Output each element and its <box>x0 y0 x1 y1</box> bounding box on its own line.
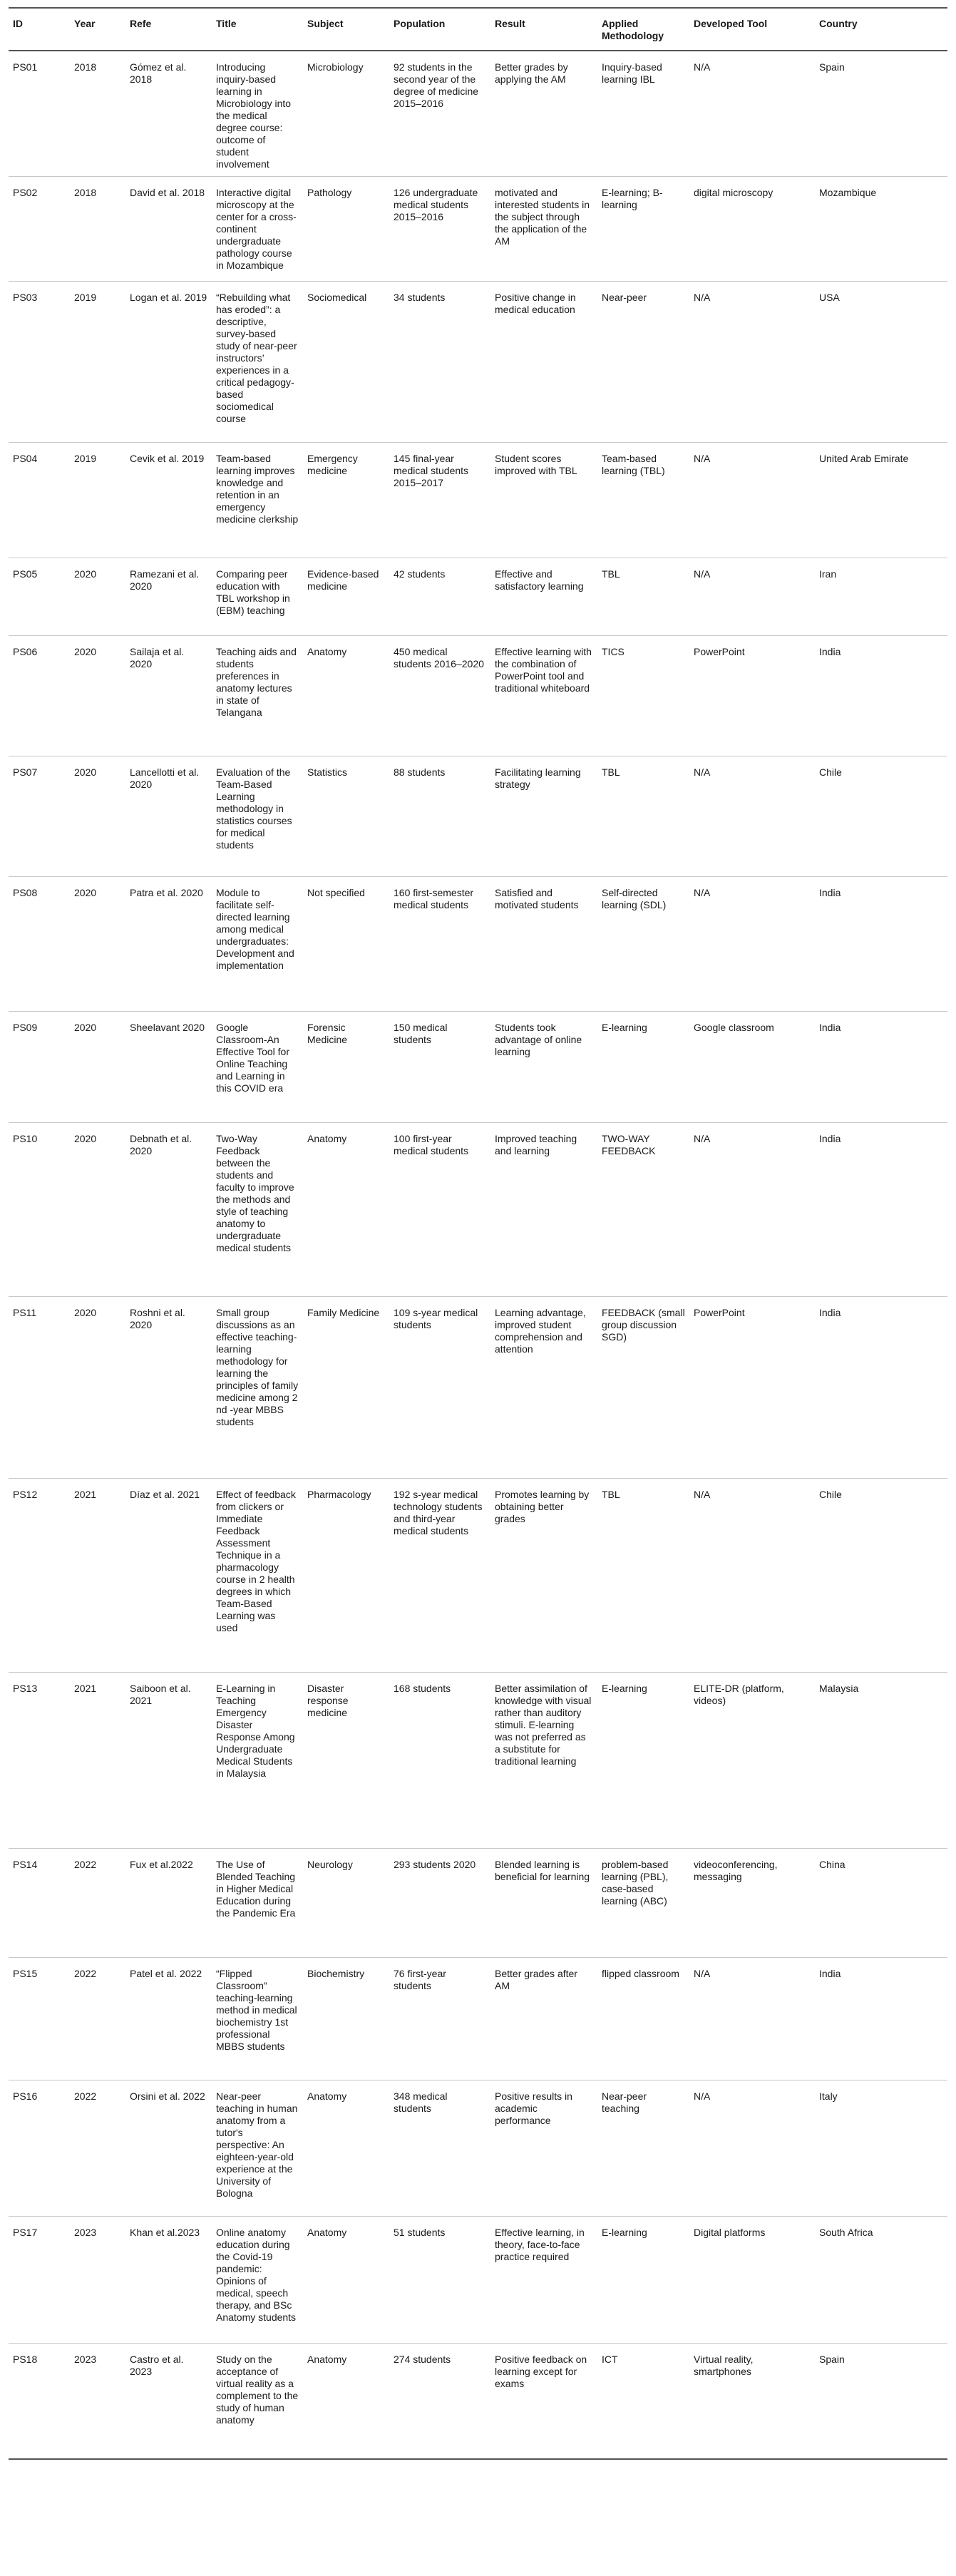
cell-result: Effective and satisfactory learning <box>490 558 597 636</box>
header-methodology: Applied Methodology <box>597 8 689 51</box>
table-row <box>9 558 947 636</box>
cell-title: Team-based learning improves knowledge and retention in an emergency medicine clerkship <box>212 443 303 558</box>
cell-subject: Biochemistry <box>303 1958 389 2080</box>
cell-methodology: E-learning; B-learning <box>597 177 689 282</box>
cell-tool: N/A <box>689 51 815 177</box>
cell-methodology: TBL <box>597 1479 689 1673</box>
cell-year: 2020 <box>70 1297 125 1479</box>
cell-subject: Anatomy <box>303 2344 389 2459</box>
cell-subject: Disaster response medicine <box>303 1673 389 1849</box>
table-header <box>9 8 947 51</box>
cell-result: Better assimilation of knowledge with visual rather than auditory stimuli. E-learning was not preferred as a substitute for traditional learning <box>490 1673 597 1849</box>
cell-subject: Pharmacology <box>303 1479 389 1673</box>
table-row <box>9 282 947 443</box>
cell-country: India <box>815 636 947 756</box>
cell-id: PS04 <box>9 443 70 558</box>
cell-title: Google Classroom-An Effective Tool for Online Teaching and Learning in this COVID era <box>212 1012 303 1123</box>
cell-reference: Cevik et al. 2019 <box>125 443 212 558</box>
header-id: ID <box>9 8 70 51</box>
cell-population: 293 students 2020 <box>389 1849 490 1958</box>
cell-year: 2020 <box>70 558 125 636</box>
cell-year: 2019 <box>70 282 125 443</box>
header-country: Country <box>815 8 947 51</box>
cell-year: 2020 <box>70 1012 125 1123</box>
cell-reference: Díaz et al. 2021 <box>125 1479 212 1673</box>
cell-title: Effect of feedback from clickers or Immediate Feedback Assessment Technique in a pharmacology course in 2 health degrees in which Team-Based Learning was used <box>212 1479 303 1673</box>
cell-population: 160 first-semester medical students <box>389 877 490 1012</box>
cell-methodology: TBL <box>597 756 689 877</box>
cell-population: 168 students <box>389 1673 490 1849</box>
cell-year: 2022 <box>70 2080 125 2217</box>
cell-methodology: Near-peer teaching <box>597 2080 689 2217</box>
cell-country: India <box>815 877 947 1012</box>
cell-population: 88 students <box>389 756 490 877</box>
cell-year: 2023 <box>70 2217 125 2344</box>
cell-reference: Logan et al. 2019 <box>125 282 212 443</box>
table-row <box>9 2217 947 2344</box>
cell-result: Facilitating learning strategy <box>490 756 597 877</box>
cell-title: Near-peer teaching in human anatomy from a tutor's perspective: An eighteen-year-old experience at the University of Bologna <box>212 2080 303 2217</box>
table-row <box>9 1012 947 1123</box>
cell-country: Chile <box>815 1479 947 1673</box>
header-tool: Developed Tool <box>689 8 815 51</box>
cell-result: Student scores improved with TBL <box>490 443 597 558</box>
cell-tool: digital microscopy <box>689 177 815 282</box>
cell-subject: Sociomedical <box>303 282 389 443</box>
cell-result: Better grades after AM <box>490 1958 597 2080</box>
cell-result: Positive results in academic performance <box>490 2080 597 2217</box>
cell-id: PS02 <box>9 177 70 282</box>
cell-tool: PowerPoint <box>689 636 815 756</box>
cell-population: 76 first-year students <box>389 1958 490 2080</box>
cell-population: 145 final-year medical students 2015–2017 <box>389 443 490 558</box>
cell-id: PS08 <box>9 877 70 1012</box>
cell-country: South Africa <box>815 2217 947 2344</box>
cell-methodology: E-learning <box>597 2217 689 2344</box>
cell-methodology: Inquiry-based learning IBL <box>597 51 689 177</box>
cell-reference: David et al. 2018 <box>125 177 212 282</box>
cell-result: Learning advantage, improved student comprehension and attention <box>490 1297 597 1479</box>
cell-tool: N/A <box>689 2080 815 2217</box>
cell-methodology: flipped classroom <box>597 1958 689 2080</box>
cell-country: Malaysia <box>815 1673 947 1849</box>
cell-id: PS05 <box>9 558 70 636</box>
table-row <box>9 1123 947 1297</box>
cell-methodology: FEEDBACK (small group discussion SGD) <box>597 1297 689 1479</box>
studies-table <box>9 7 947 2460</box>
cell-methodology: TBL <box>597 558 689 636</box>
cell-population: 109 s-year medical students <box>389 1297 490 1479</box>
cell-country: Italy <box>815 2080 947 2217</box>
cell-id: PS03 <box>9 282 70 443</box>
cell-methodology: E-learning <box>597 1673 689 1849</box>
table-row <box>9 636 947 756</box>
cell-result: motivated and interested students in the subject through the application of the AM <box>490 177 597 282</box>
cell-title: Interactive digital microscopy at the center for a cross-continent undergraduate pathology course in Mozambique <box>212 177 303 282</box>
cell-result: Positive change in medical education <box>490 282 597 443</box>
cell-reference: Saiboon et al. 2021 <box>125 1673 212 1849</box>
cell-reference: Orsini et al. 2022 <box>125 2080 212 2217</box>
cell-population: 51 students <box>389 2217 490 2344</box>
cell-title: E-Learning in Teaching Emergency Disaster Response Among Undergraduate Medical Students in Malaysia <box>212 1673 303 1849</box>
cell-id: PS13 <box>9 1673 70 1849</box>
cell-id: PS18 <box>9 2344 70 2459</box>
cell-subject: Not specified <box>303 877 389 1012</box>
cell-id: PS17 <box>9 2217 70 2344</box>
table-row <box>9 2344 947 2459</box>
cell-title: Study on the acceptance of virtual reality as a complement to the study of human anatomy <box>212 2344 303 2459</box>
cell-country: China <box>815 1849 947 1958</box>
cell-year: 2020 <box>70 1123 125 1297</box>
cell-methodology: Near-peer <box>597 282 689 443</box>
table-row <box>9 756 947 877</box>
cell-reference: Debnath et al. 2020 <box>125 1123 212 1297</box>
cell-methodology: problem-based learning (PBL), case-based learning (ABC) <box>597 1849 689 1958</box>
cell-tool: N/A <box>689 282 815 443</box>
cell-reference: Fux et al.2022 <box>125 1849 212 1958</box>
cell-subject: Anatomy <box>303 1123 389 1297</box>
header-result: Result <box>490 8 597 51</box>
table-row <box>9 1849 947 1958</box>
cell-id: PS12 <box>9 1479 70 1673</box>
table-row <box>9 1479 947 1673</box>
cell-subject: Anatomy <box>303 636 389 756</box>
cell-year: 2018 <box>70 51 125 177</box>
cell-tool: N/A <box>689 1479 815 1673</box>
cell-methodology: TWO-WAY FEEDBACK <box>597 1123 689 1297</box>
cell-tool: ELITE-DR (platform, videos) <box>689 1673 815 1849</box>
cell-reference: Patel et al. 2022 <box>125 1958 212 2080</box>
cell-tool: videoconferencing, messaging <box>689 1849 815 1958</box>
cell-title: Evaluation of the Team-Based Learning methodology in statistics courses for medical students <box>212 756 303 877</box>
cell-population: 100 first-year medical students <box>389 1123 490 1297</box>
cell-title: Two-Way Feedback between the students and faculty to improve the methods and style of teaching anatomy to undergraduate medical students <box>212 1123 303 1297</box>
cell-population: 42 students <box>389 558 490 636</box>
cell-methodology: Self-directed learning (SDL) <box>597 877 689 1012</box>
cell-country: USA <box>815 282 947 443</box>
cell-country: Iran <box>815 558 947 636</box>
cell-year: 2020 <box>70 636 125 756</box>
cell-result: Promotes learning by obtaining better grades <box>490 1479 597 1673</box>
cell-reference: Khan et al.2023 <box>125 2217 212 2344</box>
cell-title: Small group discussions as an effective teaching-learning methodology for learning the principles of family medicine among 2 nd -year MBBS students <box>212 1297 303 1479</box>
cell-id: PS11 <box>9 1297 70 1479</box>
cell-country: India <box>815 1958 947 2080</box>
cell-country: India <box>815 1012 947 1123</box>
cell-subject: Anatomy <box>303 2080 389 2217</box>
cell-title: Introducing inquiry-based learning in Microbiology into the medical degree course: outcome of student involvement <box>212 51 303 177</box>
cell-title: Module to facilitate self-directed learning among medical undergraduates: Development and implementation <box>212 877 303 1012</box>
cell-tool: N/A <box>689 1958 815 2080</box>
cell-id: PS10 <box>9 1123 70 1297</box>
cell-subject: Pathology <box>303 177 389 282</box>
cell-reference: Ramezani et al. 2020 <box>125 558 212 636</box>
cell-year: 2023 <box>70 2344 125 2459</box>
cell-methodology: ICT <box>597 2344 689 2459</box>
cell-population: 450 medical students 2016–2020 <box>389 636 490 756</box>
cell-result: Better grades by applying the AM <box>490 51 597 177</box>
cell-reference: Roshni et al. 2020 <box>125 1297 212 1479</box>
cell-subject: Microbiology <box>303 51 389 177</box>
cell-subject: Evidence-based medicine <box>303 558 389 636</box>
cell-year: 2022 <box>70 1849 125 1958</box>
cell-methodology: TICS <box>597 636 689 756</box>
cell-year: 2022 <box>70 1958 125 2080</box>
cell-title: Online anatomy education during the Covid-19 pandemic: Opinions of medical, speech therapy, and BSc Anatomy students <box>212 2217 303 2344</box>
cell-year: 2020 <box>70 877 125 1012</box>
cell-population: 126 undergraduate medical students 2015–2016 <box>389 177 490 282</box>
cell-subject: Statistics <box>303 756 389 877</box>
cell-result: Improved teaching and learning <box>490 1123 597 1297</box>
cell-country: Spain <box>815 51 947 177</box>
cell-population: 274 students <box>389 2344 490 2459</box>
cell-population: 348 medical students <box>389 2080 490 2217</box>
cell-year: 2018 <box>70 177 125 282</box>
cell-tool: PowerPoint <box>689 1297 815 1479</box>
cell-population: 150 medical students <box>389 1012 490 1123</box>
table-row <box>9 1673 947 1849</box>
header-title: Title <box>212 8 303 51</box>
table-row <box>9 877 947 1012</box>
header-subject: Subject <box>303 8 389 51</box>
table-row <box>9 2080 947 2217</box>
cell-title: Comparing peer education with TBL workshop in (EBM) teaching <box>212 558 303 636</box>
cell-reference: Lancellotti et al. 2020 <box>125 756 212 877</box>
cell-id: PS15 <box>9 1958 70 2080</box>
cell-result: Satisfied and motivated students <box>490 877 597 1012</box>
cell-methodology: E-learning <box>597 1012 689 1123</box>
table-body <box>9 51 947 2459</box>
cell-country: India <box>815 1297 947 1479</box>
cell-country: Mozambique <box>815 177 947 282</box>
cell-reference: Sheelavant 2020 <box>125 1012 212 1123</box>
cell-tool: Google classroom <box>689 1012 815 1123</box>
cell-population: 192 s-year medical technology students and third-year medical students <box>389 1479 490 1673</box>
cell-subject: Forensic Medicine <box>303 1012 389 1123</box>
cell-result: Effective learning with the combination of PowerPoint tool and traditional whiteboard <box>490 636 597 756</box>
cell-title: The Use of Blended Teaching in Higher Medical Education during the Pandemic Era <box>212 1849 303 1958</box>
cell-result: Positive feedback on learning except for exams <box>490 2344 597 2459</box>
cell-tool: N/A <box>689 1123 815 1297</box>
cell-id: PS07 <box>9 756 70 877</box>
cell-country: Chile <box>815 756 947 877</box>
cell-reference: Gómez et al. 2018 <box>125 51 212 177</box>
cell-year: 2021 <box>70 1673 125 1849</box>
cell-id: PS16 <box>9 2080 70 2217</box>
cell-year: 2020 <box>70 756 125 877</box>
cell-subject: Neurology <box>303 1849 389 1958</box>
table-row <box>9 443 947 558</box>
cell-population: 34 students <box>389 282 490 443</box>
cell-methodology: Team-based learning (TBL) <box>597 443 689 558</box>
cell-population: 92 students in the second year of the degree of medicine 2015–2016 <box>389 51 490 177</box>
cell-result: Blended learning is beneficial for learning <box>490 1849 597 1958</box>
cell-subject: Family Medicine <box>303 1297 389 1479</box>
cell-reference: Castro et al. 2023 <box>125 2344 212 2459</box>
cell-id: PS01 <box>9 51 70 177</box>
header-population: Population <box>389 8 490 51</box>
cell-country: India <box>815 1123 947 1297</box>
cell-subject: Anatomy <box>303 2217 389 2344</box>
cell-reference: Patra et al. 2020 <box>125 877 212 1012</box>
cell-country: United Arab Emirate <box>815 443 947 558</box>
cell-tool: N/A <box>689 558 815 636</box>
cell-title: “Flipped Classroom” teaching-learning method in medical biochemistry 1st professional MBBS students <box>212 1958 303 2080</box>
header-row <box>9 8 947 51</box>
cell-country: Spain <box>815 2344 947 2459</box>
cell-id: PS06 <box>9 636 70 756</box>
cell-id: PS14 <box>9 1849 70 1958</box>
cell-tool: N/A <box>689 443 815 558</box>
cell-year: 2021 <box>70 1479 125 1673</box>
cell-tool: N/A <box>689 877 815 1012</box>
cell-year: 2019 <box>70 443 125 558</box>
cell-title: Teaching aids and students preferences in anatomy lectures in state of Telangana <box>212 636 303 756</box>
cell-tool: Virtual reality, smartphones <box>689 2344 815 2459</box>
table-row <box>9 1958 947 2080</box>
table-row <box>9 177 947 282</box>
cell-title: “Rebuilding what has eroded”: a descriptive, survey-based study of near-peer instructors’ experiences in a critical pedagogy-based sociomedical course <box>212 282 303 443</box>
cell-tool: N/A <box>689 756 815 877</box>
cell-result: Students took advantage of online learning <box>490 1012 597 1123</box>
header-year: Year <box>70 8 125 51</box>
cell-result: Effective learning, in theory, face-to-face practice required <box>490 2217 597 2344</box>
cell-tool: Digital platforms <box>689 2217 815 2344</box>
table-row <box>9 51 947 177</box>
cell-reference: Sailaja et al. 2020 <box>125 636 212 756</box>
cell-id: PS09 <box>9 1012 70 1123</box>
header-reference: Refe <box>125 8 212 51</box>
table-row <box>9 1297 947 1479</box>
cell-subject: Emergency medicine <box>303 443 389 558</box>
